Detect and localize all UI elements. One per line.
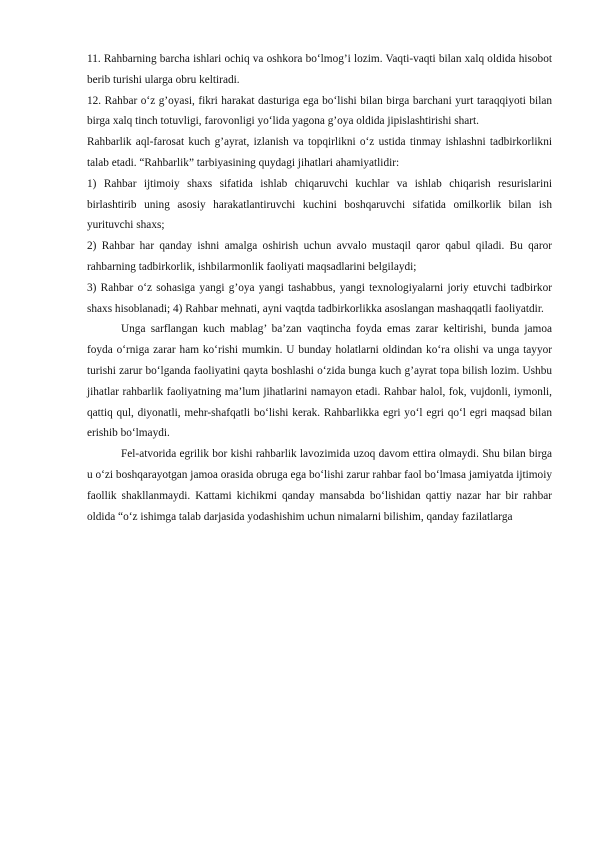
paragraph-12-idea-unity: 12. Rahbar o‘z g’oyasi, fikri harakat dasturiga ega bo‘lishi bilan birga barchani yurt taraqqiyoti bilan birga xalq tinch totuvligi, farovonligi yo‘lida yagona g’oya oldida jipislashtirishi shart.	[87, 94, 552, 128]
paragraph-character-and-authority: Fel-atvorida egrilik bor kishi rahbarlik lavozimida uzoq davom ettira olmaydi. Shu bilan birga u o‘zi boshqarayotgan jamoa orasida obruga ega bo‘lishi zarur rahbar faol bo‘lmasa jamiyatda ijtimoiy faollik shakllanmaydi. Kattami kichikmi qanday mansabda bo‘lishidan qattiy nazar har bir rahbar oldida “o‘z ishimga talab darjasida yodashishim uchun nimalarni bilishim, qanday fazilatlarga	[87, 448, 552, 523]
body-text	[87, 49, 552, 527]
paragraph-11-transparency: 11. Rahbarning barcha ishlari ochiq va oshkora bo‘lmog’i lozim. Vaqti-vaqti bilan xalq oldida hisobot berib turishi ularga obru keltiradi.	[87, 53, 552, 86]
paragraph-point-2: 2) Rahbar har qanday ishni amalga oshirish uchun avvalo mustaqil qaror qabul qiladi. Bu qaror rahbarning tadbirkorlik, ishbilarmonlik faoliyati maqsadlarini belgilaydi;	[87, 240, 552, 273]
paragraph-point-3-4: 3) Rahbar o‘z sohasiga yangi g’oya yangi tashabbus, yangi texnologiyalarni joriy etuvchi tadbirkor shaxs hisoblanadi; 4) Rahbar mehnati, ayni vaqtda tadbirkorlikka asoslangan mashaqqatli faoliyatdir.	[87, 281, 552, 315]
paragraph-leadership-qualities: Rahbarlik aql-farosat kuch g’ayrat, izlanish va topqirlikni o‘z ustida tinmay ishlashni tadbirkorlikni talab etadi. “Rahbarlik” tarbiyasining quydagi jihatlari ahamiyatlidir:	[87, 136, 552, 169]
paragraph-risk-and-integrity: Unga sarflangan kuch mablag’ ba’zan vaqtincha foyda emas zarar keltirishi, bunda jamoa foyda o‘rniga zarar ham ko‘rishi mumkin. U bunday holatlarni oldindan ko‘ra olishi va unga tayyor turishi zarur bo‘lganda faoliyatini qayta boshlashi o‘zida bunga kuch g’ayrat topa bilish lozim. Ushbu jihatlar rahbarlik faoliyatning ma’lum jihatlarini namayon etadi. Rahbar halol, fok, vujdonli, iymonli, qattiq qul, diyonatli, mehr-shafqatli bo‘lishi kerak. Rahbarlikka egri yo‘l egri qo‘l egri maqsad bilan erishib bo‘lmaydi.	[87, 323, 552, 440]
paragraph-point-1: 1) Rahbar ijtimoiy shaxs sifatida ishlab chiqaruvchi kuchlar va ishlab chiqarish resurislarini birlashtirib uning asosiy harakatlantiruvchi kuchini boshqaruvchi sifatida omilkorlik bilan ish yurituvchi shaxs;	[87, 177, 552, 232]
